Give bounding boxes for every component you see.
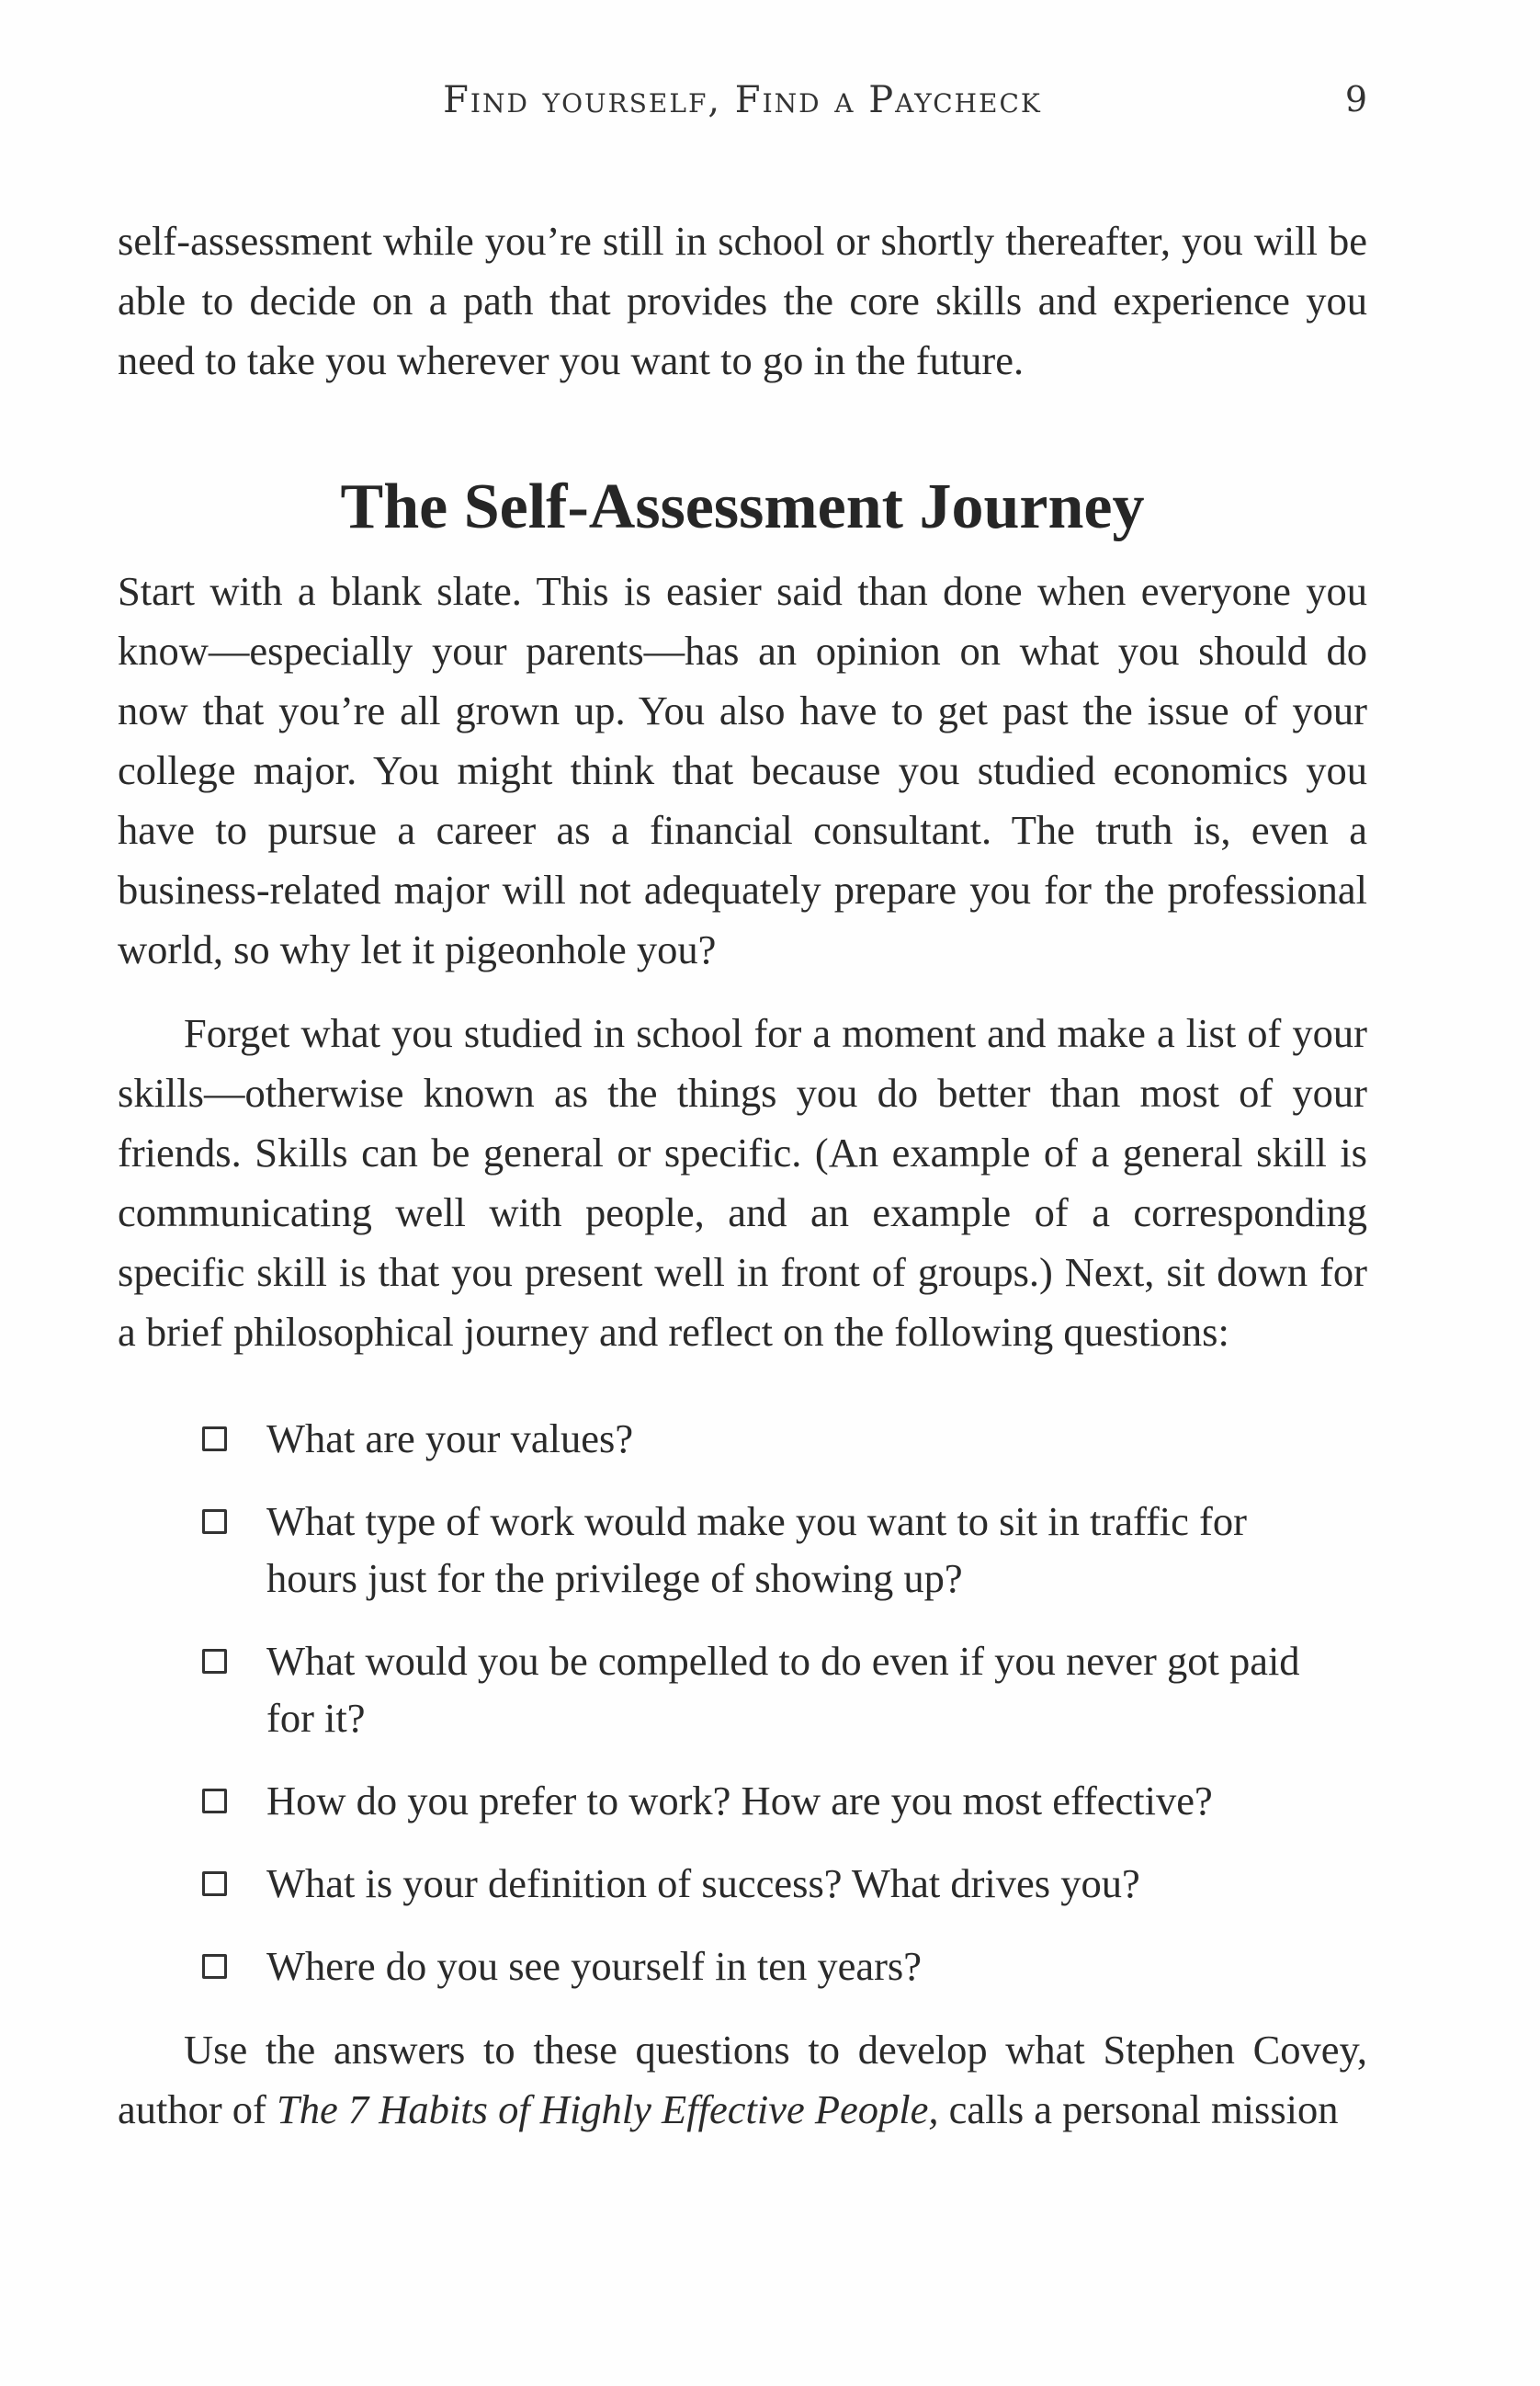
checklist-item — [202, 1772, 1305, 1829]
page-body — [118, 211, 1367, 2140]
mission-text-end: calls a personal mission — [938, 2086, 1339, 2132]
paragraph-mission — [118, 2020, 1367, 2140]
checklist-item-text: What type of work would make you want to sit in traffic for hours just for the privilege of showing up? — [266, 1498, 1247, 1601]
checklist-item-text: What are your values? — [266, 1415, 634, 1461]
checkbox-icon — [202, 1509, 227, 1534]
checklist-item-text: Where do you see yourself in ten years? — [266, 1943, 922, 1989]
checkbox-icon — [202, 1649, 227, 1674]
checkbox-icon — [202, 1789, 227, 1813]
question-checklist — [202, 1410, 1305, 1994]
running-header — [118, 79, 1367, 134]
page-number: 9 — [1344, 79, 1367, 119]
checklist-item — [202, 1493, 1305, 1607]
paragraph-blank-slate: Start with a blank slate. This is easier said than done when everyone you know—especially your parents—has an opinion on what you should do now that you’re all grown up. You also have to get past the issue of your college major. You might think that because you studied economics you have to pursue a career as a financial consultant. The truth is, even a business-related major will not adequately prepare you for the professional world, so why let it pigeonhole you? — [118, 568, 1367, 972]
running-title: Find yourself, Find a Paycheck — [443, 79, 1042, 121]
section-heading: The Self-Assessment Journey — [340, 472, 1145, 542]
paragraph-skills: Forget what you studied in school for a moment and make a list of your skills—otherwise known as the things you do better than most of your friends. Skills can be general or specific. (An example of a general skill is communicating well with people, and an example of a corresponding specific skill is that you present well in front of groups.) Next, sit down for a brief philosophical journey and reflect on the following questions: — [118, 1010, 1367, 1355]
checklist-item-text: What is your definition of success? What drives you? — [266, 1860, 1140, 1906]
checkbox-icon — [202, 1954, 227, 1979]
checkbox-icon — [202, 1426, 227, 1451]
checkbox-icon — [202, 1871, 227, 1896]
checklist-item — [202, 1632, 1305, 1746]
checklist-item-text: How do you prefer to work? How are you most effective? — [266, 1778, 1213, 1824]
checklist-item — [202, 1855, 1305, 1912]
mission-text-start: Use the answers to these questions to develop what Stephen Covey, author of — [118, 2027, 1367, 2132]
checklist-item — [202, 1937, 1305, 1994]
continuation-paragraph: self-assessment while you’re still in school or shortly thereafter, you will be able to decide on a path that provides the core skills and experience you need to take you wherever you want to go in the future. — [118, 218, 1367, 383]
checklist-item — [202, 1410, 1305, 1467]
checklist-item-text: What would you be compelled to do even if you never got paid for it? — [266, 1638, 1300, 1741]
book-title: The 7 Habits of Highly Effective People, — [277, 2086, 939, 2132]
